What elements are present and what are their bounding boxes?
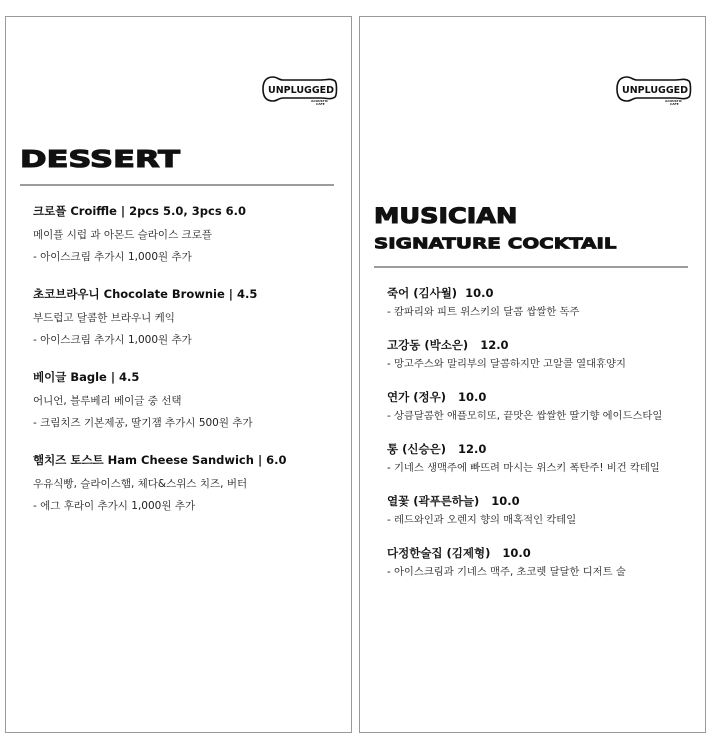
item-description: 부드럽고 달콤한 브라우니 케익 [33,312,175,324]
item-price: 6.0 [266,453,287,467]
menu-item-bagle [33,369,343,430]
item-price: 10.0 [502,546,531,560]
item-name: 열꽃 (곽푸른하늘) [387,494,480,508]
item-title: 초코브라우니 Chocolate Brownie | 4.5 [33,287,258,301]
item-description: - 캄파리와 피트 위스키의 달콤 쌉쌀한 독주 [387,306,580,318]
menu-item-croiffle [33,203,343,264]
title-divider [374,266,688,268]
dessert-list [33,203,343,535]
unplugged-logo [615,73,693,105]
item-name: 연가 (정우) [387,390,446,404]
svg-text:UNPLUGGED: UNPLUGGED [622,85,689,96]
item-price: 12.0 [480,338,509,352]
item-price: 10.0 [457,390,487,404]
item-title: 크로플 Croiffle | 2pcs 5.0, 3pcs 6.0 [33,204,247,218]
item-description: - 상큼달콤한 애플모히또, 끝맛은 쌉쌀한 딸기향 에이드스타일 [387,410,663,422]
svg-text:CAFE: CAFE [316,102,325,105]
dessert-menu-panel [5,16,352,733]
item-description: - 레드와인과 오렌지 향의 매혹적인 칵테일 [387,514,577,526]
item-name: 고강동 (박소은) [387,338,469,352]
dessert-title: DESSERT [20,146,180,173]
item-option: - 크림치즈 기본제공, 딸기잼 추가시 500원 추가 [33,417,253,429]
item-option: - 에그 후라이 추가시 1,000원 추가 [33,500,196,512]
item-option: - 아이스크림 추가시 1,000원 추가 [33,334,192,346]
svg-text:CAFE: CAFE [670,102,679,105]
item-price: 12.0 [457,442,487,456]
item-description: 어니언, 블루베리 베이글 중 선택 [33,395,182,407]
svg-text:UNPLUGGED: UNPLUGGED [268,85,335,96]
title-divider [20,184,334,186]
item-title [387,441,697,457]
cocktail-menu-panel [359,16,706,733]
menu-item-brownie [33,286,343,347]
item-price: 10.0 [465,286,494,300]
item-price: 4.5 [237,287,258,301]
menu-item-cocktail [387,441,697,475]
item-name: 베이글 Bagle [33,370,107,384]
item-name: 햄치즈 토스트 Ham Cheese Sandwich [33,453,254,467]
item-price: 4.5 [119,370,140,384]
menu-item-ham-cheese-sandwich [33,452,343,513]
cocktail-title-signature: SIGNATURE COCKTAIL [374,234,617,253]
item-description: 우유식빵, 슬라이스햄, 체다&스위스 치즈, 버터 [33,478,248,490]
menu-item-cocktail [387,337,697,371]
item-title [387,389,697,405]
menu-item-cocktail [387,285,697,319]
item-description: - 망고주스와 말리부의 달콤하지만 고알콜 열대휴양지 [387,358,626,370]
svg-text:ACOUSTIC: ACOUSTIC [665,99,683,103]
item-title [387,337,697,353]
unplugged-logo [261,73,339,105]
cocktail-title-musician: MUSICIAN [374,205,518,229]
svg-text:ACOUSTIC: ACOUSTIC [311,99,329,103]
item-name: 죽어 (김사월) [387,286,458,300]
item-title: 햄치즈 토스트 Ham Cheese Sandwich | 6.0 [33,453,287,467]
menu-item-cocktail [387,493,697,527]
item-price: 2pcs 5.0, 3pcs 6.0 [129,204,247,218]
item-name: 크로플 Croiffle [33,204,117,218]
item-description: - 기네스 생맥주에 빠뜨려 마시는 위스키 폭탄주! 비건 칵테일 [387,462,660,474]
item-name: 다정한술집 (김제형) [387,546,491,560]
menu-item-cocktail [387,545,697,579]
item-description: - 아이스크림과 기네스 맥주, 초코렛 달달한 디저트 술 [387,566,626,578]
item-title [387,493,697,509]
item-price: 10.0 [491,494,520,508]
menu-item-cocktail [387,389,697,423]
item-title [387,285,697,301]
cocktail-list [387,285,697,597]
item-title: 베이글 Bagle | 4.5 [33,370,140,384]
item-description: 메이플 시럽 과 아몬드 슬라이스 크로플 [33,229,212,241]
item-name: 초코브라우니 Chocolate Brownie [33,287,225,301]
item-name: 통 (신승은) [387,442,446,456]
item-option: - 아이스크림 추가시 1,000원 추가 [33,251,192,263]
item-title [387,545,697,561]
